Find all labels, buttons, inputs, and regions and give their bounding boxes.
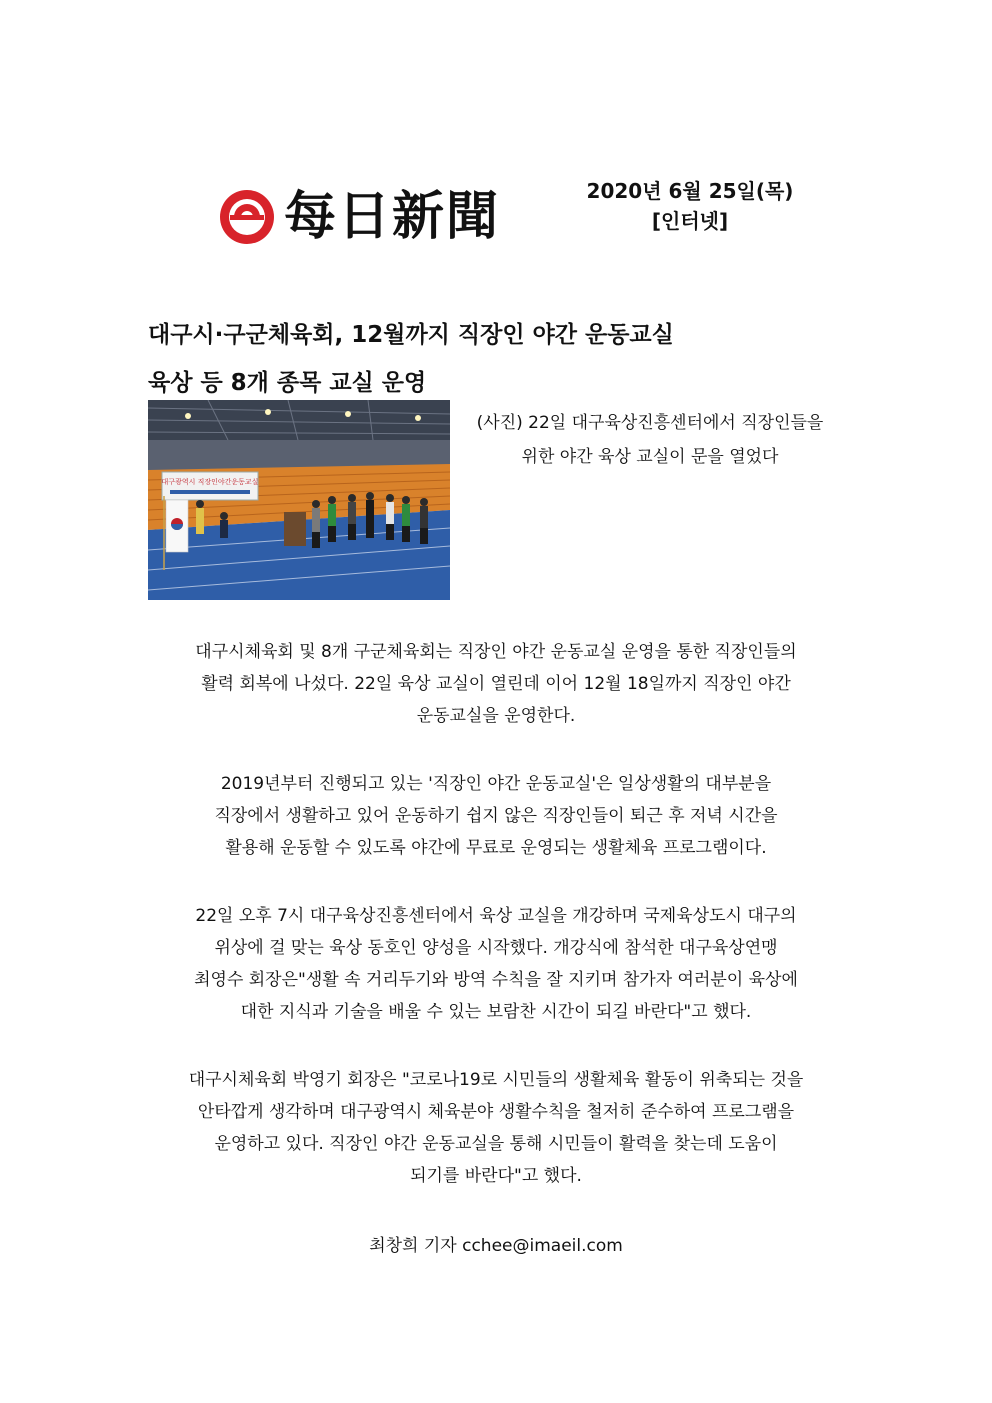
paragraph-line: 2019년부터 진행되고 있는 '직장인 야간 운동교실'은 일상생활의 대부분을 (220, 774, 772, 794)
article-photo (148, 400, 450, 600)
banner-text: 대구광역시 직장인야간운동교실 (161, 478, 259, 486)
article-paragraph (128, 636, 864, 732)
paragraph-line: 최영수 회장은"생활 속 거리두기와 방역 수칙을 잘 지키며 참가자 여러분이 육상에 (194, 970, 798, 990)
headline-sub: 육상 등 8개 종목 교실 운영 (148, 370, 427, 396)
paragraph-line: 활력 회복에 나섰다. 22일 육상 교실이 열린데 이어 12월 18일까지 직장인 야간 (201, 674, 791, 694)
medium-label: [인터넷] (651, 209, 729, 233)
caption-line: 위한 야간 육상 교실이 문을 열었다 (521, 447, 779, 467)
stadium-scene (148, 400, 450, 600)
dateline (560, 176, 820, 236)
event-banner (162, 472, 258, 500)
paragraph-line: 대구시체육회 박영기 회장은 "코로나19로 시민들의 생활체육 활동이 위축되는 것을 (188, 1070, 804, 1090)
logo-wordmark: 每日新聞 (284, 186, 501, 247)
paragraph-line: 되기를 바란다"고 했다. (410, 1166, 582, 1186)
paragraph-line: 안타깝게 생각하며 대구광역시 체육분야 생활수칙을 철저히 준수하여 프로그램을 (197, 1102, 795, 1122)
paragraph-line: 위상에 걸 맞는 육상 동호인 양성을 시작했다. 개강식에 참석한 대구육상연맹 (214, 938, 778, 958)
reporter-byline: 최창희 기자 cchee@imaeil.com (369, 1236, 623, 1256)
paragraph-line: 대한 지식과 기술을 배울 수 있는 보람찬 시간이 되길 바란다"고 했다. (240, 1002, 752, 1022)
paragraph-line: 직장에서 생활하고 있어 운동하기 쉽지 않은 직장인들이 퇴근 후 저녁 시간을 (214, 806, 778, 826)
headline-main: 대구시·구군체육회, 12월까지 직장인 야간 운동교실 (148, 322, 674, 348)
article-paragraph (128, 768, 864, 864)
paragraph-line: 운동교실을 운영한다. (416, 706, 576, 726)
maeil-logo-icon (218, 188, 276, 246)
paragraph-line: 활용해 운동할 수 있도록 야간에 무료로 운영되는 생활체육 프로그램이다. (225, 838, 767, 858)
article-paragraph (128, 1064, 864, 1192)
publish-date: 2020년 6월 25일(목) (586, 179, 794, 203)
newspaper-logo (218, 182, 538, 252)
photo-caption (448, 406, 852, 474)
paragraph-line: 대구시체육회 및 8개 구군체육회는 직장인 야간 운동교실 운영을 통한 직장인들의 (195, 642, 797, 662)
paragraph-line: 22일 오후 7시 대구육상진흥센터에서 육상 교실을 개강하며 국제육상도시 대구의 (195, 906, 797, 926)
podium (284, 512, 306, 546)
article-paragraph (128, 900, 864, 1028)
paragraph-line: 운영하고 있다. 직장인 야간 운동교실을 통해 시민들이 활력을 찾는데 도움이 (214, 1134, 778, 1154)
caption-line: (사진) 22일 대구육상진흥센터에서 직장인들을 (476, 413, 824, 433)
